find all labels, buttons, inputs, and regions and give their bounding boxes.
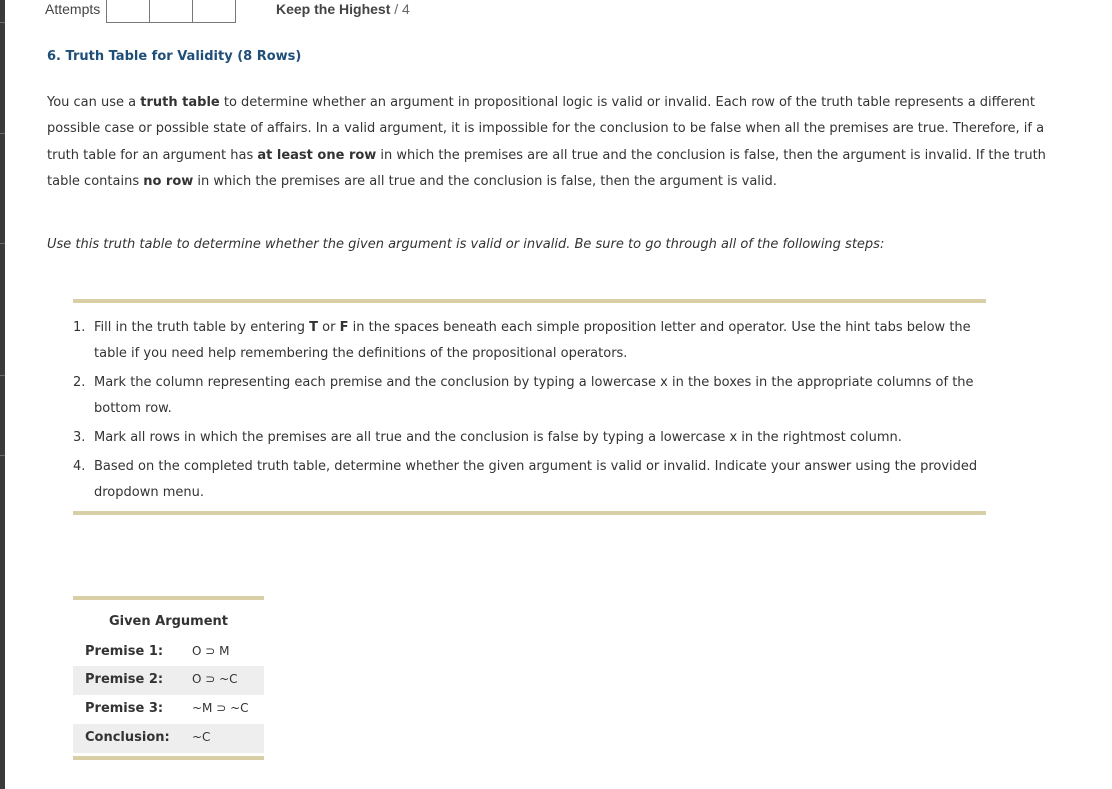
emphasized-text: at least one row — [257, 147, 377, 163]
premise-formula: ~M ⊃ ~C — [192, 701, 249, 715]
question-title: 6. Truth Table for Validity (8 Rows) — [47, 49, 302, 64]
text-run: in which the premises are all true and the conclusion is false, then the argument is valid. — [193, 173, 777, 189]
premise-1-row — [73, 638, 264, 667]
emphasized-text: truth table — [140, 95, 220, 110]
attempts-label: Attempts — [45, 1, 101, 17]
attempt-box — [149, 0, 193, 23]
attempt-boxes — [106, 0, 235, 23]
text-run: or — [318, 320, 340, 335]
text-run: You can use a — [47, 95, 141, 110]
step-item — [73, 425, 986, 451]
step-item — [73, 454, 986, 506]
left-sidebar-strip — [0, 0, 5, 789]
text-run: Mark the column representing each premise and the conclusion by typing a lowercase x in the boxes in the appropriate columns of the bottom row. — [94, 375, 974, 416]
attempt-box — [106, 0, 150, 23]
conclusion-formula: ~C — [192, 730, 211, 744]
sidebar-divider — [0, 243, 5, 244]
premise-formula: O ⊃ ~C — [192, 672, 238, 686]
instructions-lead: Use this truth table to determine whether the given argument is valid or invalid. Be sure to go through all of the following steps: — [47, 237, 885, 252]
given-argument-panel — [73, 596, 264, 760]
step-number: 1. — [73, 320, 86, 335]
premise-label: Premise 2: — [85, 672, 164, 687]
conclusion-row — [73, 724, 264, 753]
attempt-box — [192, 0, 236, 23]
premise-label: Premise 1: — [85, 644, 164, 659]
sidebar-divider — [0, 133, 5, 134]
argument-title: Given Argument — [108, 614, 229, 629]
text-run: Mark all rows in which the premises are all true and the conclusion is false by typing a lowercase x in the rightmost column. — [94, 430, 902, 445]
step-number: 4. — [73, 459, 86, 474]
premise-formula: O ⊃ M — [192, 644, 230, 658]
text-run: Fill in the truth table by entering — [94, 320, 310, 335]
sidebar-divider — [0, 22, 5, 23]
step-number: 2. — [73, 375, 86, 390]
step-number: 3. — [73, 430, 86, 445]
conclusion-label: Conclusion: — [85, 730, 170, 745]
emphasized-text: T — [309, 320, 319, 335]
text-run: Based on the completed truth table, determine whether the given argument is valid or invalid. Indicate your answer using the provided dropdown menu. — [94, 459, 978, 500]
sidebar-divider — [0, 375, 5, 376]
step-item — [73, 370, 986, 422]
premise-2-row — [73, 666, 264, 695]
sidebar-divider — [0, 455, 5, 456]
text-run: in the spaces beneath each simple proposition letter and operator. Use the hint tabs below the table if you need help remembering the definitions of the propositional operators. — [94, 320, 971, 361]
keep-highest-label: Keep the Highest — [276, 1, 391, 17]
max-attempts: / 4 — [390, 1, 410, 17]
step-item — [73, 315, 986, 367]
text-run: to determine whether an argument in propositional logic is valid or invalid. Each row of the truth table represents a different possible case or possible state of affairs. In a valid argument, it is impossible for the conclusion to be false when all the premises are true. Therefore, if a truth table for an argument has — [47, 95, 1045, 163]
emphasized-text: F — [339, 320, 349, 335]
intro-paragraph — [47, 90, 1047, 195]
premise-3-row — [73, 695, 264, 724]
text-run: in which the premises are all true and the conclusion is false, then the argument is invalid. If the truth table contains — [47, 147, 1046, 189]
steps-panel — [73, 299, 986, 515]
premise-label: Premise 3: — [85, 701, 164, 716]
keep-highest-score — [276, 1, 410, 17]
emphasized-text: no row — [143, 173, 194, 189]
steps-list — [73, 315, 986, 509]
